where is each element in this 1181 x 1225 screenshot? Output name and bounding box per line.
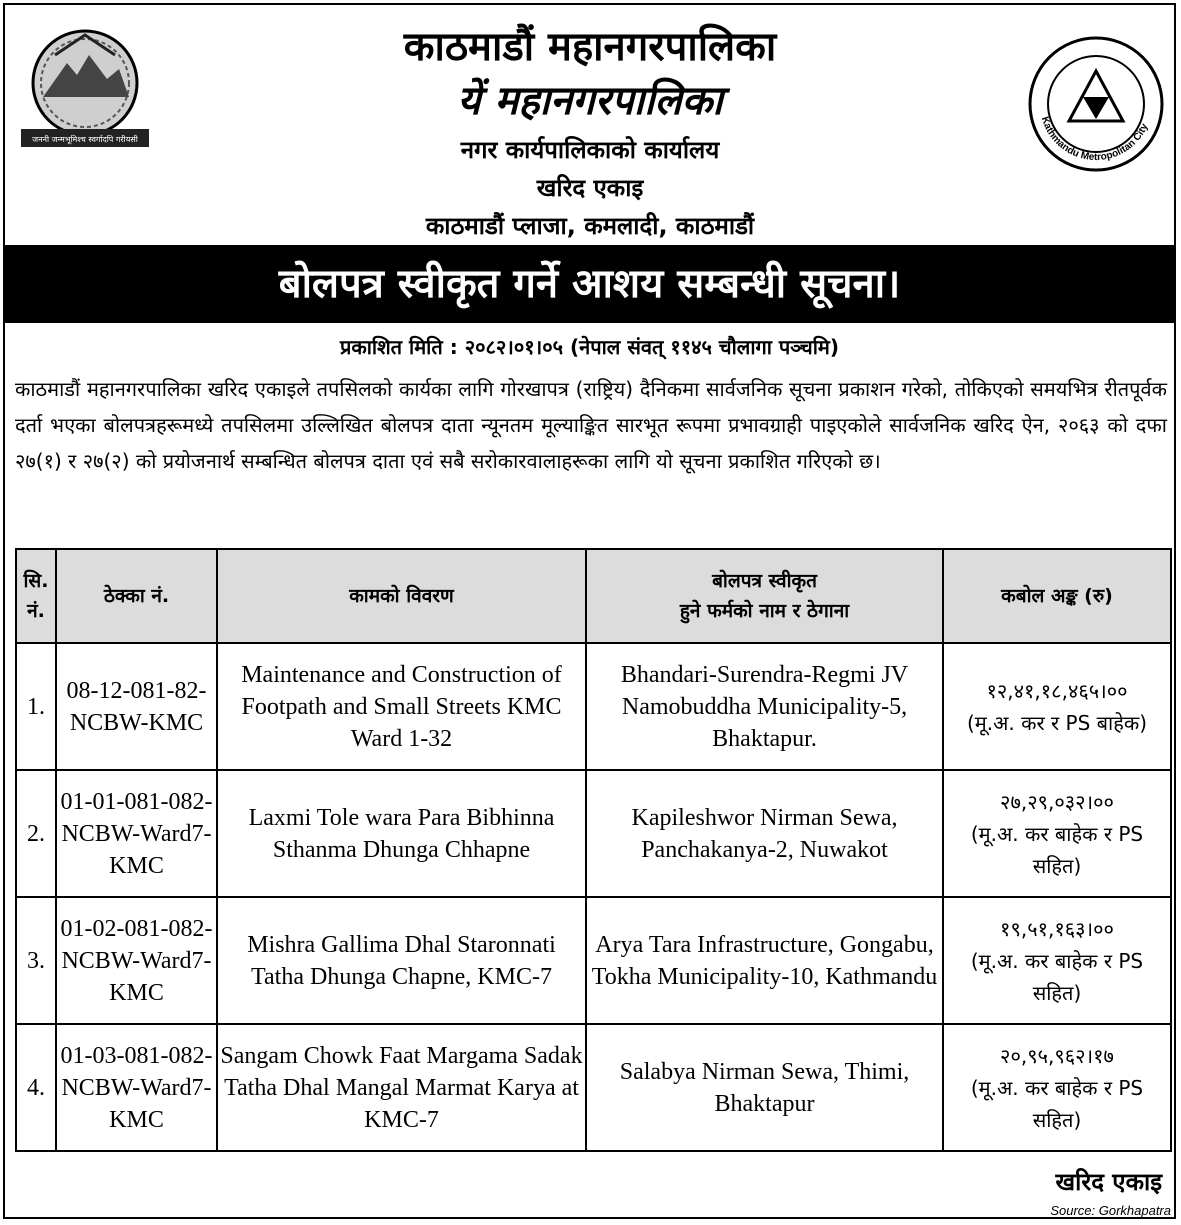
- cell-firm: Bhandari-Surendra-Regmi JV Namobuddha Municipality-5, Bhaktapur.: [586, 643, 943, 770]
- cell-description: Maintenance and Construction of Footpath and Small Streets KMC Ward 1-32: [217, 643, 586, 770]
- table-row: [16, 770, 1171, 897]
- published-date: प्रकाशित मिति : २०८२।०१।०५ (नेपाल संवत् ११४५ चौलागा पञ्चमि): [339, 335, 839, 359]
- cell-sn: 2.: [16, 770, 56, 897]
- header-sn: सि. नं.: [16, 549, 56, 643]
- notice-title: बोलपत्र स्वीकृत गर्ने आशय सम्बन्धी सूचना।: [5, 245, 1174, 323]
- org-name-newari: यें महानगरपालिका: [457, 77, 723, 124]
- cell-description: Mishra Gallima Dhal Staronnati Tatha Dhunga Chapne, KMC-7: [217, 897, 586, 1024]
- notice-paragraph: काठमाडौं महानगरपालिका खरिद एकाइले तपसिलको कार्यका लागि गोरखापत्र (राष्ट्रिय) दैनिकमा सार्वजनिक सूचना प्रकाशन गरेको, तोकिएको समयभित्र रीतपूर्वक दर्ता भएका बोलपत्रहरूमध्ये तपसिलमा उल्लिखित बोलपत्र दाता न्यूनतम मूल्याङ्कित सारभूत रूपमा प्रभावग्राही पाइएकोले सार्वजनिक खरिद ऐन, २०६३ को दफा २७(१) र २७(२) को प्रयोजनार्थ सम्बन्धित बोलपत्र दाता एवं सबै सरोकारवालाहरूका लागि यो सूचना प्रकाशित गरिएको छ।: [15, 377, 1167, 473]
- header-firm-line2: हुने फर्मको नाम र ठेगाना: [679, 600, 850, 622]
- seal-text: Kathmandu Metropolitan City: [1038, 115, 1151, 164]
- cell-contract-no: 01-01-081-082-NCBW-Ward7-KMC: [56, 770, 217, 897]
- amount-note: (मू.अ. कर बाहेक र PS सहित): [970, 948, 1144, 1005]
- header-description: कामको विवरण: [217, 549, 586, 643]
- amount-note: (मू.अ. कर र PS बाहेक): [966, 710, 1148, 735]
- table-row: [16, 1024, 1171, 1151]
- cell-firm: Kapileshwor Nirman Sewa, Panchakanya-2, Nuwakot: [586, 770, 943, 897]
- table-row: [16, 897, 1171, 1024]
- cell-firm: Salabya Nirman Sewa, Thimi, Bhaktapur: [586, 1024, 943, 1151]
- table-row: [16, 643, 1171, 770]
- cell-sn: 4.: [16, 1024, 56, 1151]
- header-amount: कबोल अङ्क (रु): [943, 549, 1171, 643]
- footer-signature: खरिद एकाइ: [1055, 1168, 1162, 1196]
- unit-name: खरिद एकाइ: [536, 174, 644, 202]
- header-contract-no: ठेक्का नं.: [56, 549, 217, 643]
- cell-contract-no: 01-02-081-082-NCBW-Ward7-KMC: [56, 897, 217, 1024]
- cell-amount: [943, 770, 1171, 897]
- amount-value: १२,४१,१८,४६५।००: [986, 678, 1128, 703]
- org-name: काठमाडौं महानगरपालिका: [403, 24, 777, 70]
- cell-amount: [943, 1024, 1171, 1151]
- amount-value: १९,५१,१६३।००: [1000, 916, 1114, 941]
- office-name: नगर कार्यपालिकाको कार्यालय: [460, 136, 720, 164]
- header-firm: [586, 549, 943, 643]
- award-table: [15, 548, 1172, 1152]
- cell-sn: 3.: [16, 897, 56, 1024]
- notice-frame: [3, 3, 1176, 1219]
- cell-sn: 1.: [16, 643, 56, 770]
- emblem-motto: जननी जन्मभूमिश्च स्वर्गादपि गरीयसी: [32, 135, 138, 144]
- notice-header: [5, 5, 1174, 245]
- cell-amount: [943, 643, 1171, 770]
- amount-value: २०,९५,९६२।१७: [1000, 1043, 1114, 1068]
- cell-description: Laxmi Tole wara Para Bibhinna Sthanma Dhunga Chhapne: [217, 770, 586, 897]
- cell-contract-no: 01-03-081-082-NCBW-Ward7-KMC: [56, 1024, 217, 1151]
- amount-note: (मू.अ. कर बाहेक र PS सहित): [970, 821, 1144, 878]
- cell-amount: [943, 897, 1171, 1024]
- amount-value: २७,२९,०३२।००: [1000, 789, 1114, 814]
- office-address: काठमाडौं प्लाजा, कमलादी, काठमाडौं: [425, 212, 755, 240]
- nepal-emblem-icon: [15, 25, 155, 153]
- table-header-row: [16, 549, 1171, 643]
- cell-description: Sangam Chowk Faat Margama Sadak Tatha Dhal Mangal Marmat Karya at KMC-7: [217, 1024, 586, 1151]
- cell-contract-no: 08-12-081-82-NCBW-KMC: [56, 643, 217, 770]
- source-credit: Source: Gorkhapatra: [1050, 1203, 1171, 1218]
- header-firm-line1: बोलपत्र स्वीकृत: [712, 570, 817, 592]
- cell-firm: Arya Tara Infrastructure, Gongabu, Tokha Municipality-10, Kathmandu: [586, 897, 943, 1024]
- kmc-seal-icon: [1027, 35, 1165, 173]
- amount-note: (मू.अ. कर बाहेक र PS सहित): [970, 1075, 1144, 1132]
